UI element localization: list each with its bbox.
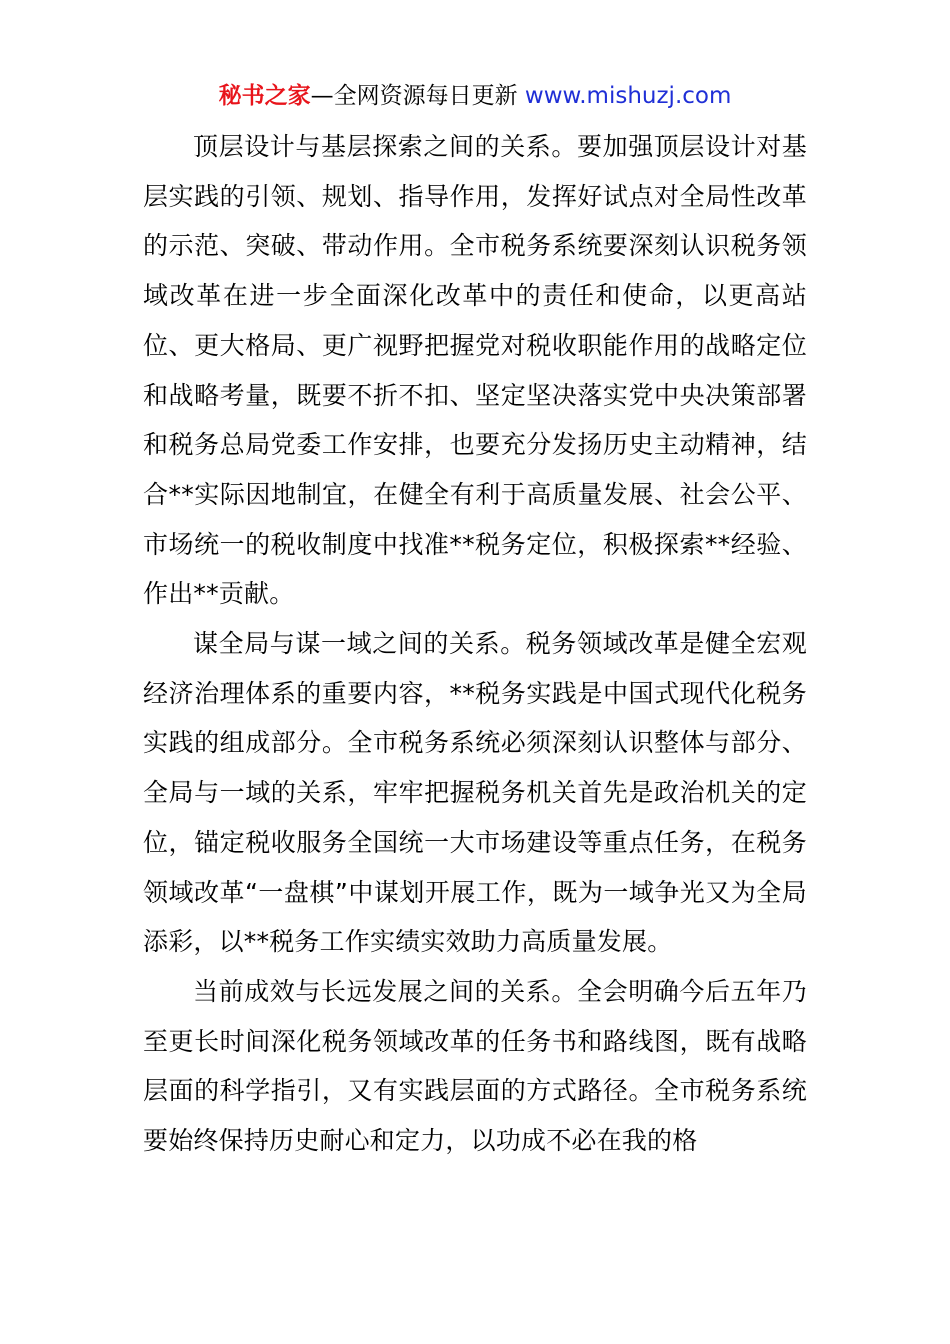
paragraph-overall-situation: 谋全局与谋一域之间的关系。税务领域改革是健全宏观经济治理体系的重要内容，**税务实践是中国式现代化税务实践的组成部分。全市税务系统必须深刻认识整体与部分、全局与一域的关系，牢牢把握税务机关首先是政治机关的定位，锚定税收服务全国统一大市场建设等重点任务，在税务领域改革“一盘棋”中谋划开展工作，既为一域争光又为全局添彩，以**税务工作实绩实效助力高质量发展。	[143, 629, 807, 957]
document-body	[143, 122, 807, 1166]
header-tagline: —全网资源每日更新	[310, 83, 525, 109]
paragraph-current-results: 当前成效与长远发展之间的关系。全会明确今后五年乃至更长时间深化税务领域改革的任务书和路线图，既有战略层面的科学指引，又有实践层面的方式路径。全市税务系统要始终保持历史耐心和定力，以功成不必在我的格	[143, 976, 807, 1156]
brand-name: 秘书之家	[218, 83, 311, 109]
website-link[interactable]: www.mishuzj.com	[524, 83, 732, 109]
page-header	[0, 80, 950, 112]
paragraph-top-level-design: 顶层设计与基层探索之间的关系。要加强顶层设计对基层实践的引领、规划、指导作用，发挥好试点对全局性改革的示范、突破、带动作用。全市税务系统要深刻认识税务领域改革在进一步全面深化改革中的责任和使命，以更高站位、更大格局、更广视野把握党对税收职能作用的战略定位和战略考量，既要不折不扣、坚定坚决落实党中央决策部署和税务总局党委工作安排，也要充分发扬历史主动精神，结合**实际因地制宜，在健全有利于高质量发展、社会公平、市场统一的税收制度中找准**税务定位，积极探索**经验、作出**贡献。	[143, 132, 807, 609]
